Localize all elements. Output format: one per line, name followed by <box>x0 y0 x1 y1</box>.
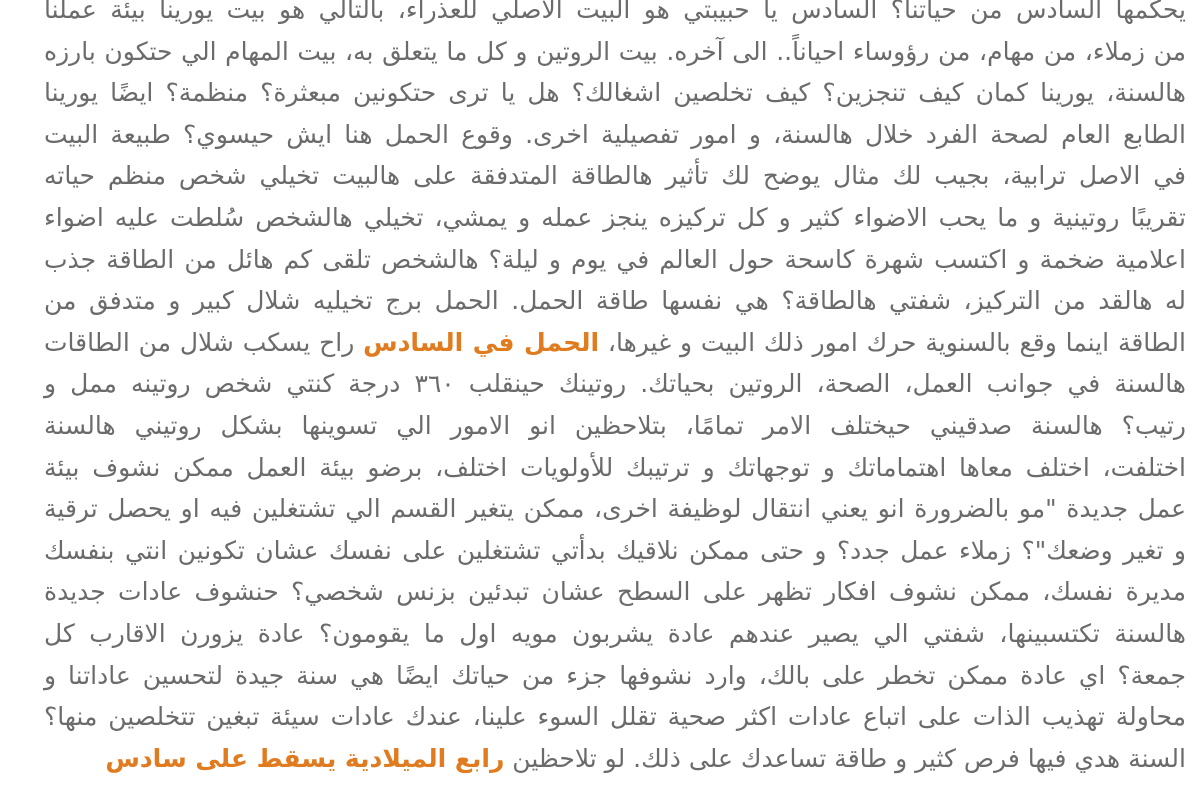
text-line-12: اختلفت، اختلف معاها اهتماماتك و توجهاتك و ترتيبك للأولويات اختلف، برضو بيئة العمل ممكن نشوف بيئة <box>44 452 1186 482</box>
text-line-3: هالسنة، يورينا كمان كيف تنجزين؟ كيف تخلصين اشغالك؟ هل يا ترى حتكونين مبعثرة؟ منظمة؟ ايضًا يورينا <box>44 78 1186 108</box>
text-line-18: محاولة تهذيب الذات على اتباع عادات اكثر صحية تقلل السوء علينا، عندك عادات سيئة تبغين تتخلصين منها؟ <box>44 702 1186 732</box>
highlight-phrase-2: رابع الميلادية يسقط على سادس <box>105 743 505 773</box>
text-line-7: اعلامية ضخمة و اكتسب شهرة كاسحة حول العالم في يوم و ليلة؟ هالشخص تلقى كم هائل من الطاقة جذب <box>44 244 1186 274</box>
highlight-phrase-1: الحمل في السادس <box>363 327 600 357</box>
text-line-14: و تغير وضعك"؟ زملاء عمل جدد؟ و حتى ممكن نلاقيك بدأتي تشتغلين على نفسك عشان تكونين انتي بنفسك <box>44 535 1186 565</box>
text-line-8: له هالقد من التركيز، شفتي هالطاقة؟ هي نفسها طاقة الحمل. الحمل برج تخيليه شلال كبير و متدفق من <box>44 286 1186 316</box>
text-line-11: رتيب؟ هالسنة صدقيني حيختلف الامر تمامًا، بتلاحظين انو الامور الي تسوينها بشكل روتيني هالسنة <box>44 410 1186 440</box>
text-line-13: عمل جديدة "مو بالضرورة انو يعني انتقال لوظيفة اخرى، ممكن يتغير القسم الي تشتغلين فيه او يحصل ترقية <box>44 494 1186 524</box>
text-line-19: السنة هدي فيها فرص كثير و طاقة تساعدك على ذلك. لو تلاحظين رابع الميلادية يسقط على سادس <box>105 743 1186 773</box>
text-line-2: من زملاء، من مهام، من رؤوساء احياناً.. الى آخره. بيت الروتين و كل ما يتعلق به، بيت المهام الي حتكون بارزه <box>44 36 1186 66</box>
text-line-15: مديرة نفسك، ممكن نشوف افكار تظهر على السطح عشان تبدئين بزنس شخصي؟ حنشوف عادات جديدة <box>44 577 1186 607</box>
text-line-16: هالسنة تكتسبينها، شفتي الي يصير عندهم عادة يشربون مويه اول ما يقومون؟ عادة يزورن الاقارب كل <box>44 618 1186 648</box>
text-line-4: الطابع العام لصحة الفرد خلال هالسنة، و امور تفصيلية اخرى. وقوع الحمل هنا ايش حيسوي؟ طبيعة البيت <box>44 119 1186 149</box>
text-line-17: جمعة؟ اي عادة ممكن تخطر على بالك، وارد نشوفها جزء من حياتك ايضًا هي سنة جيدة لتحسين عاداتنا و <box>44 660 1186 690</box>
text-line-1: يحكمها السادس من حياتنا؟ السادس يا حبيبتي هو البيت الاصلي للعذراء، بالتالي هو بيت يورينا بيئة عملنا <box>44 0 1186 24</box>
text-line-6: تقريبًا روتينية و ما يحب الاضواء كثير و كل تركيزه ينجز عمله و يمشي، تخيلي هالشخص سُلطت عليه اضواء <box>44 202 1186 232</box>
text-line-5: في الاصل ترابية، بجيب لك مثال يوضح لك تأثير هالطاقة المتدفقة على هالبيت تخيلي شخص منظم حياته <box>44 161 1186 191</box>
text-line-10: هالسنة في جوانب العمل، الصحة، الروتين بحياتك. روتينك حينقلب ٣٦٠ درجة كنتي شخص روتينه ممل و <box>44 369 1186 399</box>
text-line-9: الطاقة اينما وقع بالسنوية حرك امور ذلك البيت و غيرها، الحمل في السادس راح يسكب شلال من الطاقات <box>44 327 1186 357</box>
